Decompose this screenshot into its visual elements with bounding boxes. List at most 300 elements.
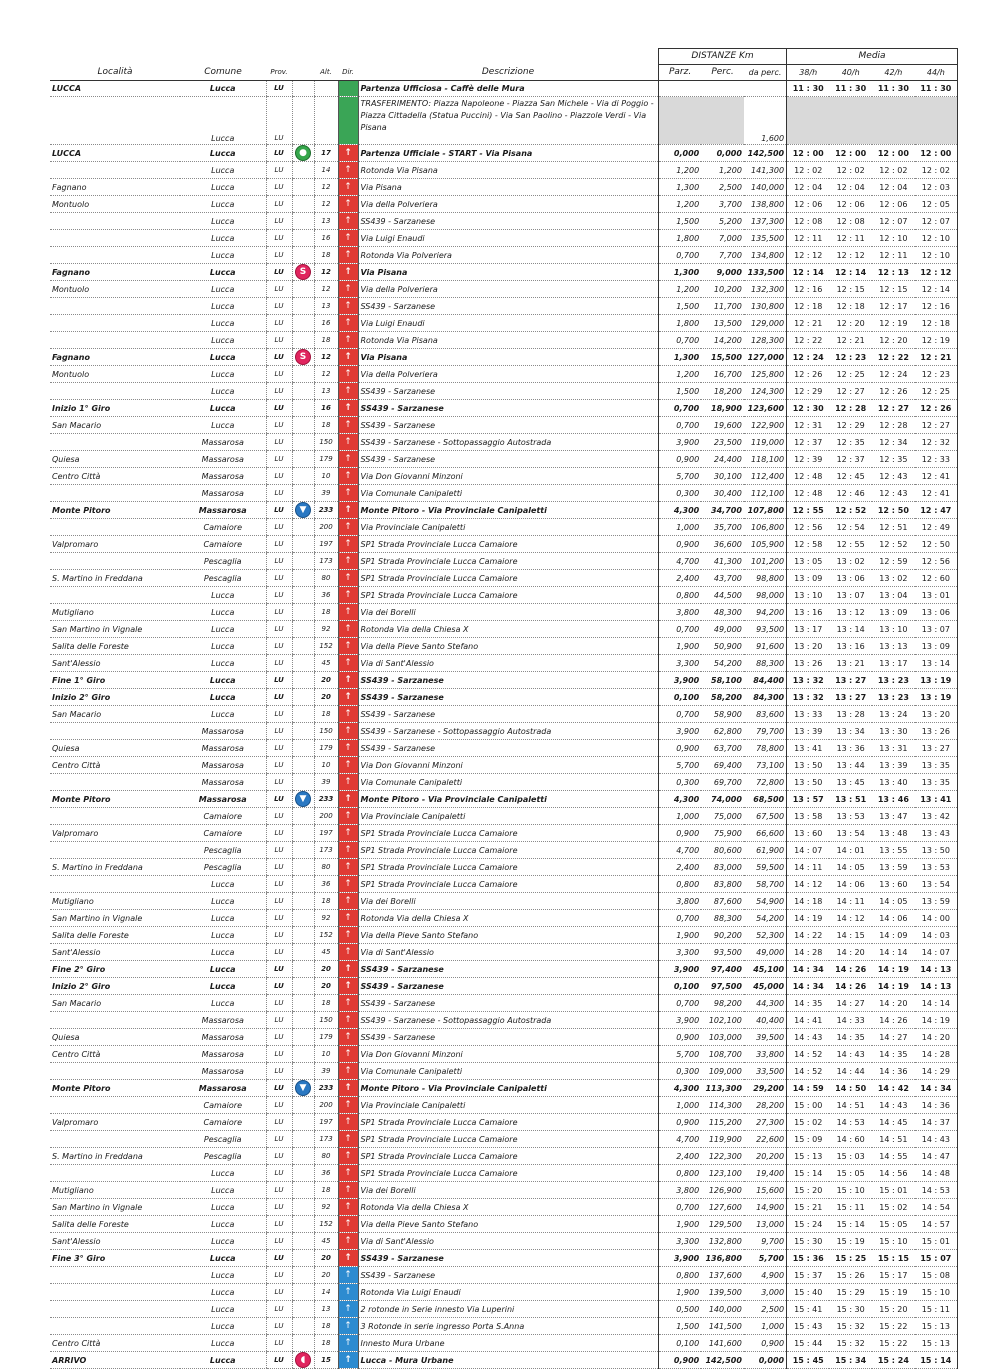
time-38-cell: 13 : 26 xyxy=(787,655,830,672)
altitude-cell: 36 xyxy=(314,587,338,604)
parz-cell: 5,700 xyxy=(659,468,702,485)
icon-cell xyxy=(292,1182,314,1199)
localita-cell: Monte Pitoro xyxy=(50,791,180,808)
direction-cell xyxy=(338,213,358,230)
parz-cell: 1,800 xyxy=(659,315,702,332)
parz-cell: 3,900 xyxy=(659,1250,702,1267)
description-cell: Via Provinciale Canipaletti xyxy=(358,808,659,825)
da-perc-cell: 52,300 xyxy=(744,927,787,944)
parz-cell: 0,900 xyxy=(659,1352,702,1369)
time-44-cell: 12 : 21 xyxy=(915,349,958,366)
direction-cell xyxy=(338,621,358,638)
description-cell: Via della Polveriera xyxy=(358,281,659,298)
parz-cell: 4,700 xyxy=(659,553,702,570)
altitude-cell: 12 xyxy=(314,349,338,366)
description-cell: Rotonda Via Luigi Enaudi xyxy=(358,1284,659,1301)
time-42-cell: 12 : 20 xyxy=(872,332,915,349)
da-perc-cell: 61,900 xyxy=(744,842,787,859)
altitude-cell: 150 xyxy=(314,723,338,740)
direction-cell xyxy=(338,723,358,740)
prov-cell: LU xyxy=(266,417,292,434)
time-44-cell: 14 : 13 xyxy=(915,961,958,978)
comune-cell: Lucca xyxy=(180,281,266,298)
prov-cell: LU xyxy=(266,1267,292,1284)
perc-cell xyxy=(701,81,744,97)
time-44-cell: 15 : 14 xyxy=(915,1352,958,1369)
time-44-cell: 13 : 54 xyxy=(915,876,958,893)
perc-cell: 58,100 xyxy=(701,672,744,689)
altitude-cell: 14 xyxy=(314,1284,338,1301)
direction-arrow-icon: ↑ xyxy=(344,675,352,686)
parz-cell: 0,900 xyxy=(659,1029,702,1046)
time-42-cell: 14 : 19 xyxy=(872,978,915,995)
direction-arrow-icon: ↑ xyxy=(344,199,352,210)
description-cell: SS439 - Sarzanese xyxy=(358,995,659,1012)
time-44-cell: 14 : 54 xyxy=(915,1199,958,1216)
altitude-cell: 18 xyxy=(314,332,338,349)
prov-cell: LU xyxy=(266,621,292,638)
time-44-cell: 12 : 10 xyxy=(915,247,958,264)
da-perc-cell: 129,000 xyxy=(744,315,787,332)
icon-cell xyxy=(292,825,314,842)
description-cell: Via della Polveriera xyxy=(358,196,659,213)
direction-arrow-icon: ↑ xyxy=(344,998,352,1009)
time-40-cell: 13 : 28 xyxy=(829,706,872,723)
direction-cell xyxy=(338,315,358,332)
description-cell: Rotonda Via Pisana xyxy=(358,332,659,349)
direction-arrow-icon: ↑ xyxy=(344,692,352,703)
time-42-cell: 12 : 52 xyxy=(872,536,915,553)
table-row xyxy=(50,366,958,383)
perc-cell: 75,900 xyxy=(701,825,744,842)
table-row xyxy=(50,332,958,349)
col-40h: 40/h xyxy=(829,65,872,81)
da-perc-cell: 28,200 xyxy=(744,1097,787,1114)
icon-cell xyxy=(292,927,314,944)
da-perc-cell: 5,700 xyxy=(744,1250,787,1267)
icon-cell xyxy=(292,672,314,689)
time-42-cell: 13 : 04 xyxy=(872,587,915,604)
comune-cell: Lucca xyxy=(180,944,266,961)
perc-cell: 93,500 xyxy=(701,944,744,961)
comune-cell: Lucca xyxy=(180,978,266,995)
time-44-cell: 13 : 19 xyxy=(915,689,958,706)
time-38-cell: 15 : 43 xyxy=(787,1318,830,1335)
prov-cell: LU xyxy=(266,1233,292,1250)
direction-cell xyxy=(338,519,358,536)
prov-cell: LU xyxy=(266,366,292,383)
time-42-cell: 13 : 24 xyxy=(872,706,915,723)
col-44h: 44/h xyxy=(915,65,958,81)
perc-cell: 49,000 xyxy=(701,621,744,638)
time-40-cell: 12 : 20 xyxy=(829,315,872,332)
table-row xyxy=(50,145,958,162)
perc-cell: 115,200 xyxy=(701,1114,744,1131)
time-40-cell: 12 : 18 xyxy=(829,298,872,315)
icon-cell xyxy=(292,621,314,638)
da-perc-cell: 94,200 xyxy=(744,604,787,621)
da-perc-cell: 133,500 xyxy=(744,264,787,281)
description-cell: Via della Pieve Santo Stefano xyxy=(358,1216,659,1233)
table-row xyxy=(50,978,958,995)
localita-cell: Mutigliano xyxy=(50,604,180,621)
parz-cell: 0,700 xyxy=(659,621,702,638)
altitude-cell: 45 xyxy=(314,1233,338,1250)
da-perc-cell: 105,900 xyxy=(744,536,787,553)
perc-cell: 36,600 xyxy=(701,536,744,553)
time-44-cell: 14 : 19 xyxy=(915,1012,958,1029)
time-44-cell: 12 : 26 xyxy=(915,400,958,417)
comune-cell: Camaiore xyxy=(180,808,266,825)
description-cell: SP1 Strada Provinciale Lucca Camaiore xyxy=(358,1148,659,1165)
icon-cell xyxy=(292,502,314,519)
comune-cell: Massarosa xyxy=(180,774,266,791)
icon-cell xyxy=(292,740,314,757)
time-44-cell: 14 : 53 xyxy=(915,1182,958,1199)
prov-cell: LU xyxy=(266,196,292,213)
time-44-cell: 14 : 48 xyxy=(915,1165,958,1182)
table-row xyxy=(50,451,958,468)
time-38-cell: 12 : 26 xyxy=(787,366,830,383)
description-cell: SP1 Strada Provinciale Lucca Camaiore xyxy=(358,553,659,570)
direction-arrow-icon: ↑ xyxy=(344,709,352,720)
prov-cell: LU xyxy=(266,1029,292,1046)
time-40-cell: 13 : 27 xyxy=(829,689,872,706)
time-38-cell: 12 : 58 xyxy=(787,536,830,553)
time-42-cell: 14 : 45 xyxy=(872,1114,915,1131)
table-row xyxy=(50,621,958,638)
time-42-cell: 13 : 60 xyxy=(872,876,915,893)
localita-cell: San Martino in Vignale xyxy=(50,621,180,638)
perc-cell: 58,200 xyxy=(701,689,744,706)
time-44-cell: 12 : 19 xyxy=(915,332,958,349)
localita-cell: Centro Città xyxy=(50,1335,180,1352)
localita-cell xyxy=(50,1097,180,1114)
parz-cell: 1,300 xyxy=(659,179,702,196)
direction-cell xyxy=(338,97,358,145)
time-44-cell: 12 : 05 xyxy=(915,196,958,213)
time-38-cell: 15 : 14 xyxy=(787,1165,830,1182)
icon-cell xyxy=(292,1216,314,1233)
time-38-cell: 15 : 20 xyxy=(787,1182,830,1199)
time-44-cell: 13 : 42 xyxy=(915,808,958,825)
description-cell: SS439 - Sarzanese xyxy=(358,706,659,723)
description-cell: SS439 - Sarzanese xyxy=(358,961,659,978)
da-perc-cell: 39,500 xyxy=(744,1029,787,1046)
prov-cell: LU xyxy=(266,808,292,825)
icon-cell xyxy=(292,791,314,808)
time-44-cell: 12 : 00 xyxy=(915,145,958,162)
direction-cell xyxy=(338,1233,358,1250)
time-40-cell: 14 : 43 xyxy=(829,1046,872,1063)
perc-cell: 69,700 xyxy=(701,774,744,791)
time-42-cell: 14 : 35 xyxy=(872,1046,915,1063)
time-42-cell: 14 : 14 xyxy=(872,944,915,961)
parz-cell: 0,800 xyxy=(659,1267,702,1284)
altitude-cell: 20 xyxy=(314,689,338,706)
comune-cell: Lucca xyxy=(180,366,266,383)
direction-cell xyxy=(338,689,358,706)
time-44-cell: 14 : 13 xyxy=(915,978,958,995)
time-40-cell: 13 : 06 xyxy=(829,570,872,587)
perc-cell: 15,500 xyxy=(701,349,744,366)
prov-cell: LU xyxy=(266,1318,292,1335)
time-44-cell: 14 : 20 xyxy=(915,1029,958,1046)
time-38-cell: 15 : 30 xyxy=(787,1233,830,1250)
icon-cell xyxy=(292,97,314,145)
time-38-cell: 12 : 06 xyxy=(787,196,830,213)
direction-arrow-icon: ↑ xyxy=(344,1287,352,1298)
time-42-cell xyxy=(872,97,915,145)
parz-cell: 3,800 xyxy=(659,893,702,910)
localita-cell xyxy=(50,332,180,349)
time-42-cell: 13 : 55 xyxy=(872,842,915,859)
direction-cell xyxy=(338,1080,358,1097)
prov-cell: LU xyxy=(266,315,292,332)
comune-cell: Lucca xyxy=(180,876,266,893)
time-38-cell: 15 : 13 xyxy=(787,1148,830,1165)
time-42-cell: 15 : 02 xyxy=(872,1199,915,1216)
time-38-cell: 14 : 34 xyxy=(787,961,830,978)
icon-cell xyxy=(292,81,314,97)
time-44-cell: 14 : 43 xyxy=(915,1131,958,1148)
prov-cell: LU xyxy=(266,1131,292,1148)
icon-cell xyxy=(292,1301,314,1318)
time-40-cell: 12 : 45 xyxy=(829,468,872,485)
direction-cell xyxy=(338,706,358,723)
icon-cell xyxy=(292,1165,314,1182)
prov-cell: LU xyxy=(266,519,292,536)
description-cell: Via Luigi Enaudi xyxy=(358,315,659,332)
direction-cell xyxy=(338,791,358,808)
table-row xyxy=(50,1352,958,1369)
da-perc-cell: 73,100 xyxy=(744,757,787,774)
time-42-cell: 15 : 17 xyxy=(872,1267,915,1284)
altitude-cell: 12 xyxy=(314,366,338,383)
description-cell: SP1 Strada Provinciale Lucca Camaiore xyxy=(358,859,659,876)
direction-cell xyxy=(338,383,358,400)
time-44-cell: 12 : 50 xyxy=(915,536,958,553)
altitude-cell: 18 xyxy=(314,995,338,1012)
da-perc-cell: 137,300 xyxy=(744,213,787,230)
time-38-cell: 13 : 58 xyxy=(787,808,830,825)
time-42-cell: 12 : 22 xyxy=(872,349,915,366)
table-row xyxy=(50,349,958,366)
time-40-cell: 12 : 37 xyxy=(829,451,872,468)
time-40-cell: 13 : 34 xyxy=(829,723,872,740)
localita-cell xyxy=(50,587,180,604)
direction-cell xyxy=(338,434,358,451)
parz-cell: 0,800 xyxy=(659,876,702,893)
altitude-cell: 18 xyxy=(314,604,338,621)
comune-cell: Pescaglia xyxy=(180,553,266,570)
parz-cell: 0,700 xyxy=(659,332,702,349)
localita-cell xyxy=(50,434,180,451)
altitude-cell: 10 xyxy=(314,1046,338,1063)
comune-cell: Lucca xyxy=(180,1250,266,1267)
time-40-cell: 14 : 53 xyxy=(829,1114,872,1131)
sprint-icon: S xyxy=(295,349,311,365)
perc-cell: 75,000 xyxy=(701,808,744,825)
prov-cell: LU xyxy=(266,332,292,349)
altitude-cell: 18 xyxy=(314,1335,338,1352)
time-44-cell: 13 : 35 xyxy=(915,757,958,774)
time-44-cell: 14 : 34 xyxy=(915,1080,958,1097)
time-40-cell: 13 : 36 xyxy=(829,740,872,757)
altitude-cell: 16 xyxy=(314,230,338,247)
table-row xyxy=(50,1250,958,1267)
time-40-cell xyxy=(829,97,872,145)
altitude-cell: 18 xyxy=(314,893,338,910)
altitude-cell: 36 xyxy=(314,1165,338,1182)
table-row xyxy=(50,1233,958,1250)
direction-cell xyxy=(338,485,358,502)
time-38-cell: 13 : 50 xyxy=(787,774,830,791)
prov-cell: LU xyxy=(266,1148,292,1165)
prov-cell: LU xyxy=(266,689,292,706)
perc-cell: 97,500 xyxy=(701,978,744,995)
icon-cell xyxy=(292,961,314,978)
icon-cell xyxy=(292,1267,314,1284)
table-row xyxy=(50,1216,958,1233)
comune-cell: Lucca xyxy=(180,332,266,349)
description-cell: Via dei Borelli xyxy=(358,1182,659,1199)
time-40-cell: 13 : 27 xyxy=(829,672,872,689)
icon-cell xyxy=(292,485,314,502)
localita-cell: San Macario xyxy=(50,995,180,1012)
prov-cell: LU xyxy=(266,264,292,281)
direction-arrow-icon: ↑ xyxy=(344,1202,352,1213)
prov-cell: LU xyxy=(266,706,292,723)
localita-cell xyxy=(50,97,180,145)
prov-cell: LU xyxy=(266,1352,292,1369)
perc-cell: 58,900 xyxy=(701,706,744,723)
da-perc-cell: 112,400 xyxy=(744,468,787,485)
table-row xyxy=(50,842,958,859)
finish-icon: ◖ xyxy=(295,1352,311,1368)
time-38-cell: 12 : 04 xyxy=(787,179,830,196)
time-38-cell: 12 : 02 xyxy=(787,162,830,179)
altitude-cell: 152 xyxy=(314,1216,338,1233)
time-40-cell: 13 : 53 xyxy=(829,808,872,825)
comune-cell: Lucca xyxy=(180,995,266,1012)
altitude-cell: 18 xyxy=(314,1318,338,1335)
comune-cell: Massarosa xyxy=(180,1063,266,1080)
time-44-cell: 12 : 60 xyxy=(915,570,958,587)
localita-cell: Fagnano xyxy=(50,179,180,196)
icon-cell xyxy=(292,808,314,825)
perc-cell: 18,900 xyxy=(701,400,744,417)
route-rows xyxy=(50,81,958,1369)
perc-cell: 54,200 xyxy=(701,655,744,672)
direction-arrow-icon: ↑ xyxy=(344,335,352,346)
prov-cell: LU xyxy=(266,740,292,757)
comune-cell: Massarosa xyxy=(180,791,266,808)
table-row xyxy=(50,1063,958,1080)
da-perc-cell: 123,600 xyxy=(744,400,787,417)
comune-cell: Massarosa xyxy=(180,502,266,519)
description-cell: Via di Sant'Alessio xyxy=(358,1233,659,1250)
time-42-cell: 15 : 10 xyxy=(872,1233,915,1250)
prov-cell: LU xyxy=(266,1182,292,1199)
time-40-cell: 13 : 44 xyxy=(829,757,872,774)
da-perc-cell: 122,900 xyxy=(744,417,787,434)
direction-cell xyxy=(338,655,358,672)
time-40-cell: 15 : 11 xyxy=(829,1199,872,1216)
prov-cell: LU xyxy=(266,230,292,247)
localita-cell: LUCCA xyxy=(50,81,180,97)
time-40-cell: 14 : 12 xyxy=(829,910,872,927)
perc-cell: 139,500 xyxy=(701,1284,744,1301)
table-row xyxy=(50,655,958,672)
time-38-cell: 14 : 52 xyxy=(787,1046,830,1063)
comune-cell: Lucca xyxy=(180,349,266,366)
time-44-cell: 14 : 28 xyxy=(915,1046,958,1063)
time-38-cell: 12 : 48 xyxy=(787,485,830,502)
perc-cell: 90,200 xyxy=(701,927,744,944)
table-row xyxy=(50,1046,958,1063)
direction-cell xyxy=(338,281,358,298)
icon-cell xyxy=(292,383,314,400)
time-38-cell: 15 : 24 xyxy=(787,1216,830,1233)
time-38-cell: 13 : 09 xyxy=(787,570,830,587)
da-perc-cell: 91,600 xyxy=(744,638,787,655)
prov-cell: LU xyxy=(266,1250,292,1267)
direction-arrow-icon: ↑ xyxy=(344,624,352,635)
direction-arrow-icon: ↑ xyxy=(344,1134,352,1145)
table-row xyxy=(50,1182,958,1199)
prov-cell: LU xyxy=(266,383,292,400)
direction-arrow-icon: ↑ xyxy=(344,964,352,975)
description-cell: SP1 Strada Provinciale Lucca Camaiore xyxy=(358,570,659,587)
altitude-cell: 152 xyxy=(314,638,338,655)
description-cell: Via Pisana xyxy=(358,264,659,281)
time-40-cell: 12 : 14 xyxy=(829,264,872,281)
direction-cell xyxy=(338,1216,358,1233)
comune-cell: Lucca xyxy=(180,893,266,910)
altitude-cell: 12 xyxy=(314,179,338,196)
table-row xyxy=(50,825,958,842)
icon-cell xyxy=(292,366,314,383)
localita-cell: San Martino in Vignale xyxy=(50,910,180,927)
time-40-cell: 14 : 20 xyxy=(829,944,872,961)
table-row xyxy=(50,723,958,740)
time-44-cell: 12 : 41 xyxy=(915,485,958,502)
direction-arrow-icon: ↑ xyxy=(344,556,352,567)
da-perc-cell: 140,000 xyxy=(744,179,787,196)
localita-cell: Monte Pitoro xyxy=(50,502,180,519)
table-row xyxy=(50,1148,958,1165)
da-perc-cell: 1,000 xyxy=(744,1318,787,1335)
time-38-cell: 11 : 30 xyxy=(787,81,830,97)
table-row xyxy=(50,1284,958,1301)
direction-arrow-icon: ↑ xyxy=(344,1117,352,1128)
direction-cell xyxy=(338,808,358,825)
description-cell: Via dei Borelli xyxy=(358,893,659,910)
perc-cell: 18,200 xyxy=(701,383,744,400)
table-row xyxy=(50,485,958,502)
time-40-cell: 11 : 30 xyxy=(829,81,872,97)
description-cell: SP1 Strada Provinciale Lucca Camaiore xyxy=(358,1131,659,1148)
time-44-cell: 13 : 01 xyxy=(915,587,958,604)
icon-cell xyxy=(292,1097,314,1114)
direction-arrow-icon: ↑ xyxy=(344,369,352,380)
description-cell: Via di Sant'Alessio xyxy=(358,944,659,961)
direction-cell xyxy=(338,468,358,485)
time-42-cell: 12 : 24 xyxy=(872,366,915,383)
time-40-cell: 14 : 26 xyxy=(829,978,872,995)
icon-cell xyxy=(292,400,314,417)
